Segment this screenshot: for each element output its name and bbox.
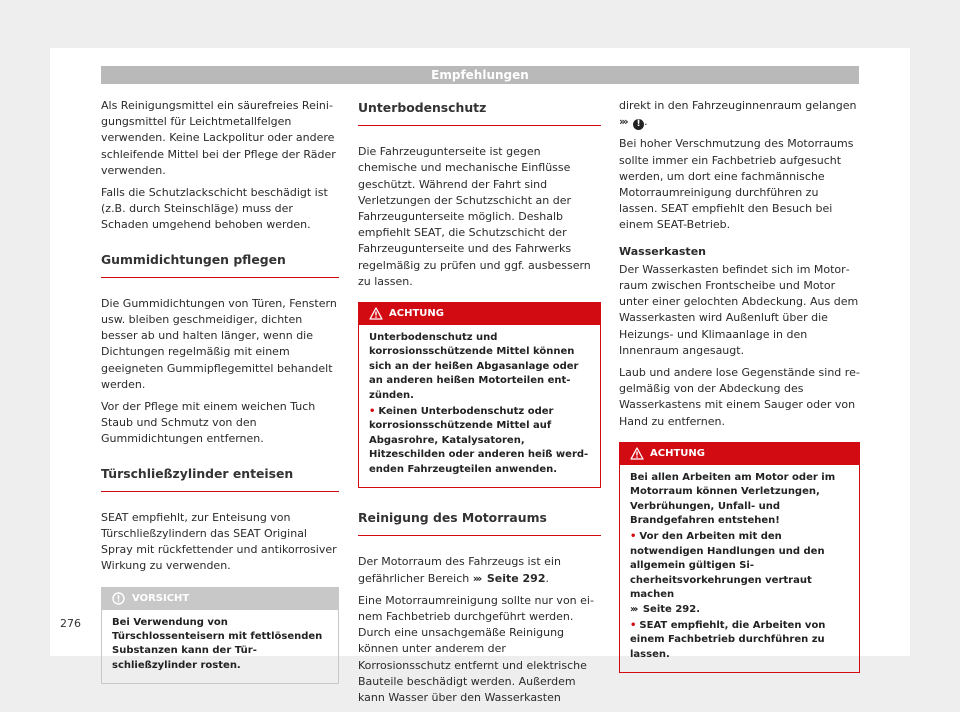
warning-box-unterboden	[358, 302, 601, 488]
caution-circle-icon	[112, 592, 125, 605]
warning-bullet-1: • Vor den Arbeiten mit den notwendigen Handlungen und den allgemein gültigen Sicherheitsvorkehrungen vertraut machen ››› Seite 292.	[630, 531, 825, 615]
caution-box	[101, 587, 339, 685]
column-2	[358, 98, 601, 712]
warning-triangle-icon	[630, 447, 644, 460]
bullet-icon: •	[630, 531, 637, 543]
caution-body	[102, 610, 338, 684]
page-number: 276	[60, 617, 81, 630]
warning-text: Bei allen Arbeiten am Motor oder im Motorraum können Verletzungen, Verbrühungen, Unfall- und Brandgefahren entstehen!	[630, 471, 836, 527]
warning-body	[359, 325, 600, 487]
arrow-ref-icon: ›››	[472, 571, 481, 585]
col3-paragraph-4: Laub und andere lose Gegenstände sind regelmäßig von der Abdeckung des Wasserkastens mit einem Sauger oder von Hand zu entfernen.	[619, 366, 860, 428]
subheading-wasserkasten: Wasserkasten	[619, 244, 706, 258]
col3-paragraph-1: direkt in den Fahrzeuginnenraum gelangen ››› ! .	[619, 99, 857, 130]
page-header: Empfehlungen	[101, 66, 859, 84]
heading-unterbodenschutz: Unterbodenschutz	[358, 98, 601, 126]
intro-paragraph-1: Als Reinigungsmittel ein säurefreies Reinigungsmittel für Leichtmetallfelgen verwenden. Keine Lackpolitur oder andere schleifende Mittel bei der Pflege der Räder verwenden.	[101, 99, 336, 177]
unterboden-paragraph: Die Fahrzeugunterseite ist gegen chemische und mechanische Einflüsse geschützt. Während der Fahrt sind Verletzungen der Schutzschicht an der Fahrzeugunterseite möglich. Deshalb empfiehlt SEAT, die Schutzschicht der Fahrzeugunterseite und des Fahrwerks regelmäßig zu prüfen und ggf. ausbessern zu lassen.	[358, 145, 591, 288]
arrow-ref-icon: ›››	[619, 115, 627, 129]
warning-body	[620, 465, 859, 672]
warning-box-motor	[619, 442, 860, 673]
caution-label: VORSICHT	[132, 592, 190, 604]
motorraum-paragraph-1: Der Motorraum des Fahrzeugs ist ein gefährlicher Bereich ››› Seite 292.	[358, 555, 561, 585]
warning-reference-icon[interactable]: !	[633, 119, 644, 130]
bullet-icon: •	[630, 619, 637, 631]
heading-gummidichtungen: Gummidichtungen pflegen	[101, 240, 339, 278]
heading-motorraum: Reinigung des Motorraums	[358, 498, 601, 536]
col3-paragraph-3: Der Wasserkasten befindet sich im Motorraum zwischen Frontscheibe und Motor unter einer gelochten Abdeckung. Aus dem Wasserkasten wird Außenluft über die Heizungs- und Klimaanlage in den Innenraum angesaugt.	[619, 262, 859, 357]
heading-tuerschliesszylinder: Türschließzylinder enteisen	[101, 454, 339, 492]
bullet-icon: •	[369, 406, 376, 418]
caution-box-header	[102, 588, 338, 610]
warning-label: ACHTUNG	[650, 447, 705, 459]
page-reference-link[interactable]: Seite 292	[486, 571, 546, 585]
warning-text: Unterbodenschutz und korrosionsschützende Mittel können sich an der heißen Abgasanlage oder an anderen heißen Motorteilen entzünden.	[369, 332, 579, 401]
column-3	[619, 98, 860, 683]
col3-paragraph-2: Bei hoher Verschmutzung des Motorraums sollte immer ein Fachbetrieb aufgesucht werden, um dort eine fachmännische Motorraumreinigung durchführen zu lassen. SEAT empfiehlt den Besuch bei einem SEAT-Betrieb.	[619, 137, 854, 232]
caution-text: Bei Verwendung von Türschlossenteisern mit fettlösenden Substanzen kann der Türschließzylinder rosten.	[112, 616, 323, 671]
intro-paragraph-2: Falls die Schutzlackschicht beschädigt ist (z.B. durch Steinschläge) muss der Schaden umgehend behoben werden.	[101, 186, 328, 232]
column-1	[101, 98, 339, 694]
gummi-paragraph-2: Vor der Pflege mit einem weichen Tuch Staub und Schmutz von den Gummidichtungen entfernen.	[101, 400, 316, 446]
motorraum-paragraph-2: Eine Motorraumreinigung sollte nur von einem Fachbetrieb durchgeführt werden. Durch eine unsachgemäße Reinigung können unter anderem der Korrosionsschutz entfernt und elektrische Bauteile beschädigt werden. Außerdem kann Wasser über den Wasserkasten	[358, 593, 594, 704]
arrow-ref-icon: ›››	[630, 603, 637, 615]
warning-box-header	[359, 303, 600, 325]
warning-triangle-icon	[369, 307, 383, 320]
warning-box-header	[620, 443, 859, 465]
warning-bullet-2: • SEAT empfiehlt, die Arbeiten von einem Fachbetrieb durchführen zu lassen.	[630, 619, 826, 660]
gummi-paragraph-1: Die Gummidichtungen von Türen, Fenstern usw. bleiben geschmeidiger, dichten besser ab und halten länger, wenn die Dichtungen regelmäßig mit einem geeigneten Gummipflegemittel behandelt werden.	[101, 296, 337, 391]
warning-bullet: • Keinen Unterbodenschutz oder korrosionsschützende Mittel auf Abgasrohre, Katalysatoren, Hitzeschilden oder anderen heiß werdenden Fahrzeugteilen anwenden.	[369, 406, 589, 475]
warning-label: ACHTUNG	[389, 308, 444, 320]
tuerschloss-paragraph: SEAT empfiehlt, zur Enteisung von Türschließzylindern das SEAT Original Spray mit rückfettender und antikorrosiver Wirkung zu verwenden.	[101, 510, 337, 573]
page-reference-link[interactable]: Seite 292	[642, 603, 697, 615]
